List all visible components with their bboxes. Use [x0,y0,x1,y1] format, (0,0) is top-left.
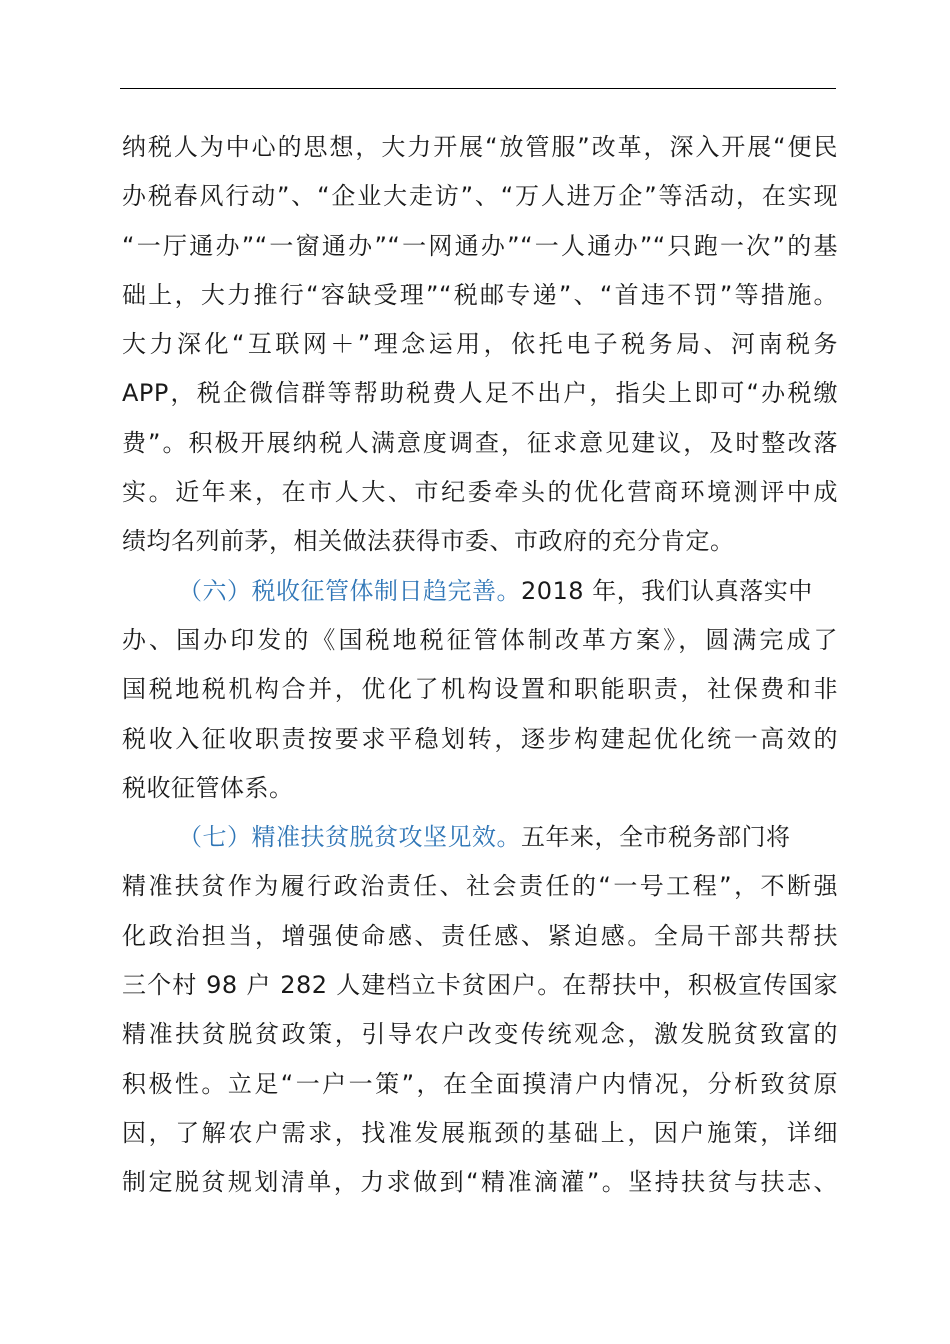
text-line: 实。近年来，在市人大、市纪委牵头的优化营商环境测评中成 [122,478,838,507]
text-line: APP，税企微信群等帮助税费人足不出户，指尖上即可“办税缴 [122,379,838,408]
text-line: 化政治担当，增强使命感、责任感、紧迫感。全局干部共帮扶 [122,921,838,950]
text-line: 费”。积极开展纳税人满意度调查，征求意见建议，及时整改落 [122,428,838,457]
text-line: 三个村 98 户 282 人建档立卡贫困户。在帮扶中，积极宣传国家 [122,971,838,1000]
text-line: 积极性。立足“一户一策”，在全面摸清户内情况，分析致贫原 [122,1069,838,1098]
text-line: 绩均名列前茅，相关做法获得市委、市政府的充分肯定。 [122,527,735,556]
text-line: 因，了解农户需求，找准发展瓶颈的基础上，因户施策，详细 [122,1118,838,1147]
section-heading-six: （六）税收征管体制日趋完善。 [178,576,521,605]
text-line: “一厅通办”“一窗通办”“一网通办”“一人通办”“只跑一次”的基 [122,231,838,260]
text-line: 税收入征收职责按要求平稳划转，逐步构建起优化统一高效的 [122,724,838,753]
header-rule [120,88,836,89]
body-text [122,123,838,1208]
text-line: 国税地税机构合并，优化了机构设置和职能职责，社保费和非 [122,675,838,704]
text-line: 制定脱贫规划清单，力求做到“精准滴灌”。坚持扶贫与扶志、 [122,1168,838,1197]
text-line: 大力深化“互联网＋”理念运用，依托电子税务局、河南税务 [122,330,838,359]
text-line: 办税春风行动”、“企业大走访”、“万人进万企”等活动，在实现 [122,182,838,211]
text-line: 础上，大力推行“容缺受理”“税邮专递”、“首违不罚”等措施。 [122,280,838,309]
text-line: 精准扶贫脱贫政策，引导农户改变传统观念，激发脱贫致富的 [122,1020,838,1049]
section-seven-text: 五年来，全市税务部门将 [521,823,791,852]
section-six-text: 2018 年，我们认真落实中 [521,576,813,605]
section-seven-first-line [122,813,838,862]
section-heading-seven: （七）精准扶贫脱贫攻坚见效。 [178,823,521,852]
text-line: 办、国办印发的《国税地税征管体制改革方案》，圆满完成了 [122,625,838,654]
text-line: 纳税人为中心的思想，大力开展“放管服”改革，深入开展“便民 [122,133,838,161]
text-line: 税收征管体系。 [122,773,294,802]
text-line: 精准扶贫作为履行政治责任、社会责任的“一号工程”，不断强 [122,872,838,901]
section-six-first-line [122,567,838,616]
